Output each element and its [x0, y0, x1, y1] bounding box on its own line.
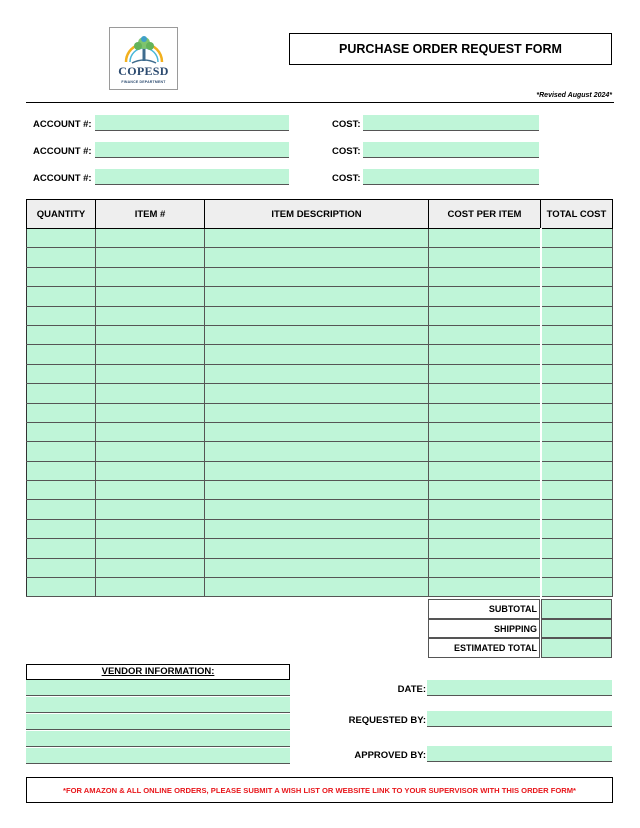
date-label: DATE: [397, 684, 426, 695]
description-cell[interactable] [205, 578, 429, 597]
item-number-cell[interactable] [96, 248, 205, 267]
total-cost-cell[interactable] [541, 558, 613, 577]
cost-per-item-cell[interactable] [429, 248, 541, 267]
table-row [27, 422, 613, 441]
total-cost-cell[interactable] [541, 345, 613, 364]
account-field-1[interactable] [95, 115, 289, 131]
logo [109, 27, 178, 90]
cost-per-item-cell[interactable] [429, 578, 541, 597]
cost-field-2[interactable] [363, 142, 539, 158]
cost-per-item-cell[interactable] [429, 384, 541, 403]
revision-note: *Revised August 2024* [536, 92, 612, 99]
account-label-1: ACCOUNT #: [33, 119, 92, 130]
quantity-cell[interactable] [27, 578, 96, 597]
description-cell[interactable] [205, 345, 429, 364]
quantity-cell[interactable] [27, 229, 96, 248]
total-cost-cell[interactable] [541, 364, 613, 383]
description-cell[interactable] [205, 558, 429, 577]
online-order-notice: *FOR AMAZON & ALL ONLINE ORDERS, PLEASE SUBMIT A WISH LIST OR WEBSITE LINK TO YOUR SUPERVISOR WITH THIS ORDER FORM* [26, 777, 613, 803]
vendor-line-3[interactable] [26, 714, 290, 730]
item-number-cell[interactable] [96, 325, 205, 344]
quantity-cell[interactable] [27, 384, 96, 403]
total-cost-cell[interactable] [541, 539, 613, 558]
cost-per-item-cell[interactable] [429, 461, 541, 480]
item-number-cell[interactable] [96, 558, 205, 577]
vendor-heading: VENDOR INFORMATION: [26, 664, 290, 680]
total-cost-cell[interactable] [541, 578, 613, 597]
total-cost-cell[interactable] [541, 384, 613, 403]
total-cost-cell[interactable] [541, 500, 613, 519]
table-body [27, 229, 613, 597]
shipping-field[interactable] [541, 619, 612, 639]
total-cost-cell[interactable] [541, 481, 613, 500]
cost-field-3[interactable] [363, 169, 539, 185]
header-item-description: ITEM DESCRIPTION [205, 200, 429, 229]
vendor-line-1[interactable] [26, 680, 290, 696]
quantity-cell[interactable] [27, 345, 96, 364]
table-row [27, 539, 613, 558]
header-item-number: ITEM # [96, 200, 205, 229]
logo-subtitle: FINANCE DEPARTMENT [121, 80, 166, 84]
total-cost-cell[interactable] [541, 519, 613, 538]
requested-by-field[interactable] [427, 711, 612, 727]
description-cell[interactable] [205, 267, 429, 286]
vendor-line-2[interactable] [26, 697, 290, 713]
total-cost-cell[interactable] [541, 325, 613, 344]
description-cell[interactable] [205, 248, 429, 267]
table-row [27, 325, 613, 344]
items-table [26, 199, 613, 597]
table-row [27, 519, 613, 538]
table-row [27, 306, 613, 325]
table-row [27, 481, 613, 500]
account-field-2[interactable] [95, 142, 289, 158]
shipping-label: SHIPPING [428, 619, 540, 639]
date-field[interactable] [427, 680, 612, 696]
quantity-cell[interactable] [27, 287, 96, 306]
cost-per-item-cell[interactable] [429, 481, 541, 500]
cost-label-1: COST: [332, 119, 361, 130]
cost-per-item-cell[interactable] [429, 287, 541, 306]
description-cell[interactable] [205, 384, 429, 403]
item-number-cell[interactable] [96, 500, 205, 519]
estimated-total-label: ESTIMATED TOTAL [428, 638, 540, 658]
item-number-cell[interactable] [96, 481, 205, 500]
vendor-line-5[interactable] [26, 748, 290, 764]
table-row [27, 578, 613, 597]
description-cell[interactable] [205, 403, 429, 422]
description-cell[interactable] [205, 306, 429, 325]
description-cell[interactable] [205, 481, 429, 500]
total-cost-cell[interactable] [541, 422, 613, 441]
cost-per-item-cell[interactable] [429, 306, 541, 325]
description-cell[interactable] [205, 229, 429, 248]
cost-per-item-cell[interactable] [429, 345, 541, 364]
cost-label-3: COST: [332, 173, 361, 184]
total-cost-cell[interactable] [541, 461, 613, 480]
account-field-3[interactable] [95, 169, 289, 185]
description-cell[interactable] [205, 422, 429, 441]
table-row [27, 403, 613, 422]
cost-per-item-cell[interactable] [429, 500, 541, 519]
cost-per-item-cell[interactable] [429, 229, 541, 248]
account-label-2: ACCOUNT #: [33, 146, 92, 157]
table-row [27, 364, 613, 383]
table-row [27, 267, 613, 286]
form-title: PURCHASE ORDER REQUEST FORM [289, 33, 612, 65]
table-row [27, 345, 613, 364]
subtotal-field[interactable] [541, 599, 612, 619]
quantity-cell[interactable] [27, 267, 96, 286]
estimated-total-field[interactable] [541, 638, 612, 658]
item-number-cell[interactable] [96, 539, 205, 558]
quantity-cell[interactable] [27, 481, 96, 500]
quantity-cell[interactable] [27, 364, 96, 383]
header-total-cost: TOTAL COST [541, 200, 613, 229]
item-number-cell[interactable] [96, 519, 205, 538]
tree-icon [118, 32, 170, 66]
quantity-cell[interactable] [27, 539, 96, 558]
logo-name: COPESD [118, 64, 169, 78]
total-cost-cell[interactable] [541, 306, 613, 325]
table-row [27, 248, 613, 267]
quantity-cell[interactable] [27, 558, 96, 577]
description-cell[interactable] [205, 442, 429, 461]
approved-by-field[interactable] [427, 746, 612, 762]
cost-per-item-cell[interactable] [429, 442, 541, 461]
table-row [27, 461, 613, 480]
cost-field-1[interactable] [363, 115, 539, 131]
subtotal-label: SUBTOTAL [428, 599, 540, 619]
table-row [27, 229, 613, 248]
cost-per-item-cell[interactable] [429, 325, 541, 344]
item-number-cell[interactable] [96, 422, 205, 441]
total-cost-cell[interactable] [541, 267, 613, 286]
item-number-cell[interactable] [96, 442, 205, 461]
description-cell[interactable] [205, 325, 429, 344]
total-cost-cell[interactable] [541, 403, 613, 422]
description-cell[interactable] [205, 539, 429, 558]
quantity-cell[interactable] [27, 519, 96, 538]
total-cost-cell[interactable] [541, 442, 613, 461]
item-number-cell[interactable] [96, 384, 205, 403]
cost-per-item-cell[interactable] [429, 267, 541, 286]
cost-per-item-cell[interactable] [429, 519, 541, 538]
description-cell[interactable] [205, 500, 429, 519]
description-cell[interactable] [205, 461, 429, 480]
item-number-cell[interactable] [96, 229, 205, 248]
divider [26, 102, 614, 103]
item-number-cell[interactable] [96, 267, 205, 286]
vendor-line-4[interactable] [26, 731, 290, 747]
item-number-cell[interactable] [96, 364, 205, 383]
quantity-cell[interactable] [27, 422, 96, 441]
table-row [27, 384, 613, 403]
cost-per-item-cell[interactable] [429, 403, 541, 422]
item-number-cell[interactable] [96, 403, 205, 422]
description-cell[interactable] [205, 364, 429, 383]
account-label-3: ACCOUNT #: [33, 173, 92, 184]
quantity-cell[interactable] [27, 461, 96, 480]
quantity-cell[interactable] [27, 442, 96, 461]
quantity-cell[interactable] [27, 306, 96, 325]
quantity-cell[interactable] [27, 403, 96, 422]
quantity-cell[interactable] [27, 248, 96, 267]
table-row [27, 500, 613, 519]
table-row [27, 442, 613, 461]
total-cost-cell[interactable] [541, 229, 613, 248]
quantity-cell[interactable] [27, 500, 96, 519]
table-header-row [27, 200, 613, 229]
cost-label-2: COST: [332, 146, 361, 157]
table-row [27, 558, 613, 577]
cost-per-item-cell[interactable] [429, 558, 541, 577]
header-cost-per-item: COST PER ITEM [429, 200, 541, 229]
cost-per-item-cell[interactable] [429, 539, 541, 558]
item-number-cell[interactable] [96, 306, 205, 325]
item-number-cell[interactable] [96, 287, 205, 306]
quantity-cell[interactable] [27, 325, 96, 344]
description-cell[interactable] [205, 519, 429, 538]
header-quantity: QUANTITY [27, 200, 96, 229]
cost-per-item-cell[interactable] [429, 364, 541, 383]
table-row [27, 287, 613, 306]
approved-by-label: APPROVED BY: [354, 750, 426, 761]
total-cost-cell[interactable] [541, 248, 613, 267]
item-number-cell[interactable] [96, 461, 205, 480]
item-number-cell[interactable] [96, 578, 205, 597]
description-cell[interactable] [205, 287, 429, 306]
total-cost-cell[interactable] [541, 287, 613, 306]
item-number-cell[interactable] [96, 345, 205, 364]
requested-by-label: REQUESTED BY: [348, 715, 426, 726]
cost-per-item-cell[interactable] [429, 422, 541, 441]
